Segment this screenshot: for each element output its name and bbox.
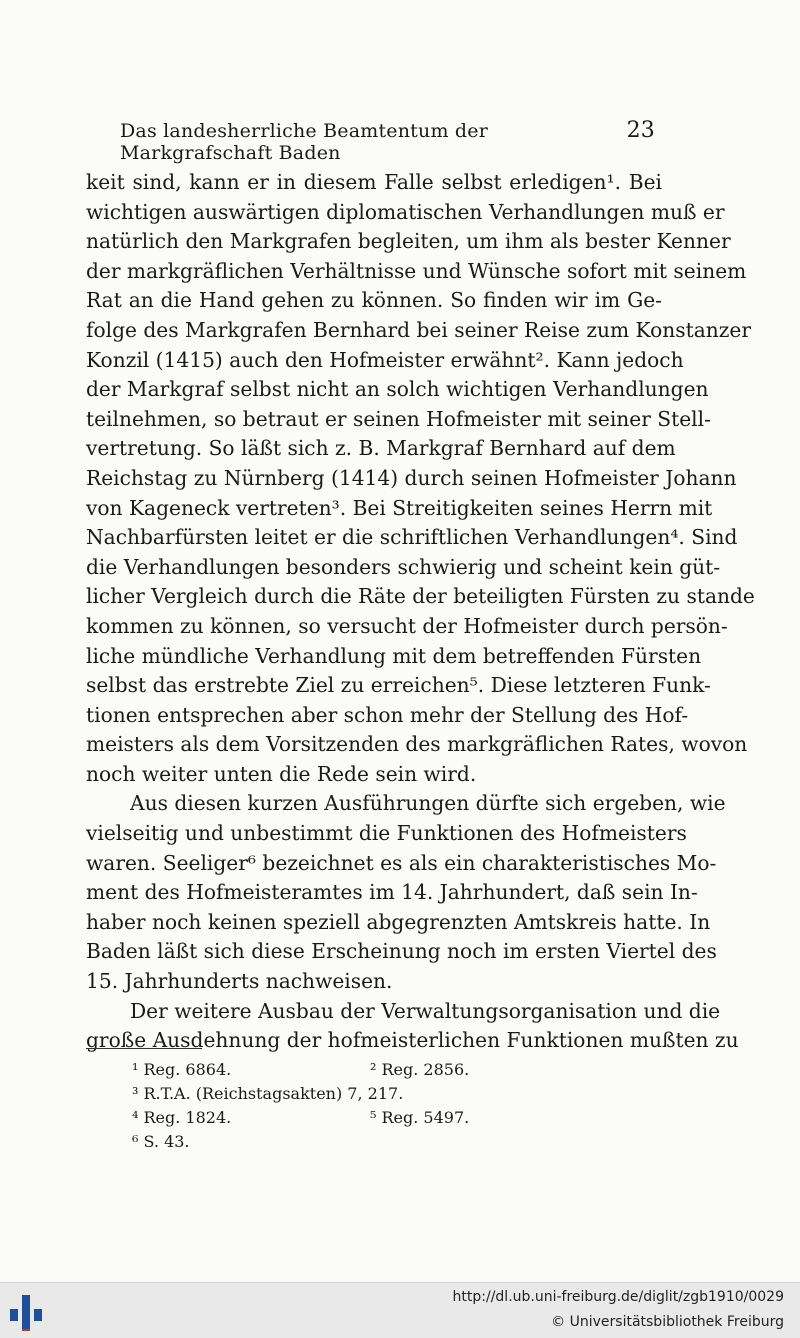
text-line: meisters als dem Vorsitzenden des markgräflichen Rates, wovon (86, 732, 748, 757)
text-line: Baden läßt sich diese Erscheinung noch im ersten Viertel des (86, 939, 717, 964)
text-line: Aus diesen kurzen Ausführungen dürfte sich ergeben, wie (130, 791, 726, 816)
text-line: die Verhandlungen besonders schwierig und scheint kein güt- (86, 554, 721, 579)
page-number: 23 (626, 118, 655, 143)
text-line: noch weiter unten die Rede sein wird. (86, 761, 477, 786)
copyright-notice: © Universitätsbibliothek Freiburg (551, 1314, 784, 1330)
text-line: von Kageneck vertreten³. Bei Streitigkeiten seines Herrn mit (86, 495, 713, 520)
footnote-3: ³ R.T.A. (Reichstagsakten) 7, 217. (132, 1084, 404, 1103)
text-line: tionen entsprechen aber schon mehr der Stellung des Hof- (86, 702, 689, 727)
footnote-divider (86, 1048, 202, 1049)
footnote-6: ⁶ S. 43. (132, 1132, 190, 1151)
text-line: Rat an die Hand gehen zu können. So finden wir im Ge- (86, 288, 662, 313)
text-line: licher Vergleich durch die Räte der beteiligten Fürsten zu stande (86, 584, 755, 609)
text-line: der markgräflichen Verhältnisse und Wünsche sofort mit seinem (86, 258, 747, 283)
text-line: Der weitere Ausbau der Verwaltungsorganisation und die (130, 998, 721, 1023)
library-logo-icon[interactable] (8, 1291, 48, 1331)
document-url-link[interactable]: http://dl.ub.uni-freiburg.de/diglit/zgb1910/0029 (452, 1289, 784, 1305)
text-line: der Markgraf selbst nicht an solch wichtigen Verhandlungen (86, 377, 709, 402)
footnote-2: ² Reg. 2856. (370, 1060, 470, 1079)
footnote-row (132, 1082, 612, 1106)
body-text (86, 168, 755, 1056)
text-line: keit sind, kann er in diesem Falle selbst erledigen¹. Bei (86, 170, 662, 194)
text-line: liche mündliche Verhandlung mit dem betreffenden Fürsten (86, 643, 702, 668)
text-line: wichtigen auswärtigen diplomatischen Verhandlungen muß er (86, 199, 725, 224)
footnote-row (132, 1058, 612, 1082)
running-title: Das landesherrliche Beamtentum der Markgrafschaft Baden (120, 120, 488, 164)
text-line: 15. Jahrhunderts nachweisen. (86, 969, 393, 994)
text-line: haber noch keinen speziell abgegrenzten Amtskreis hatte. In (86, 909, 711, 934)
text-line: vielseitig und unbestimmt die Funktionen des Hofmeisters (86, 821, 687, 846)
paragraph-2 (86, 789, 726, 996)
text-line: waren. Seeliger⁶ bezeichnet es als ein charakteristisches Mo- (86, 850, 717, 875)
text-line: ment des Hofmeisteramtes im 14. Jahrhundert, daß sein In- (86, 880, 698, 905)
text-line: Nachbarfürsten leitet er die schriftlichen Verhandlungen⁴. Sind (86, 525, 738, 550)
footnotes (132, 1058, 612, 1154)
text-line: große Ausdehnung der hofmeisterlichen Funktionen mußten zu (86, 1028, 739, 1053)
footnote-row (132, 1130, 612, 1154)
footnote-row (132, 1106, 612, 1130)
running-head (120, 118, 655, 164)
text-line: teilnehmen, so betraut er seinen Hofmeister mit seiner Stell- (86, 406, 711, 431)
paragraph-1 (86, 168, 755, 789)
text-line: vertretung. So läßt sich z. B. Markgraf Bernhard auf dem (86, 436, 676, 461)
paragraph-3 (86, 997, 739, 1056)
text-line: natürlich den Markgrafen begleiten, um ihm als bester Kenner (86, 229, 731, 254)
footnote-4: ⁴ Reg. 1824. (132, 1108, 232, 1127)
text-line: Konzil (1415) auch den Hofmeister erwähnt². Kann jedoch (86, 347, 684, 372)
footnote-1: ¹ Reg. 6864. (132, 1060, 232, 1079)
text-line: selbst das erstrebte Ziel zu erreichen⁵. Diese letzteren Funk- (86, 673, 711, 698)
viewer-footer-bar (0, 1282, 800, 1338)
text-line: kommen zu können, so versucht der Hofmeister durch persön- (86, 613, 728, 638)
text-line: folge des Markgrafen Bernhard bei seiner Reise zum Konstanzer (86, 317, 751, 342)
text-line: Reichstag zu Nürnberg (1414) durch seinen Hofmeister Johann (86, 465, 737, 490)
footnote-5: ⁵ Reg. 5497. (370, 1108, 470, 1127)
